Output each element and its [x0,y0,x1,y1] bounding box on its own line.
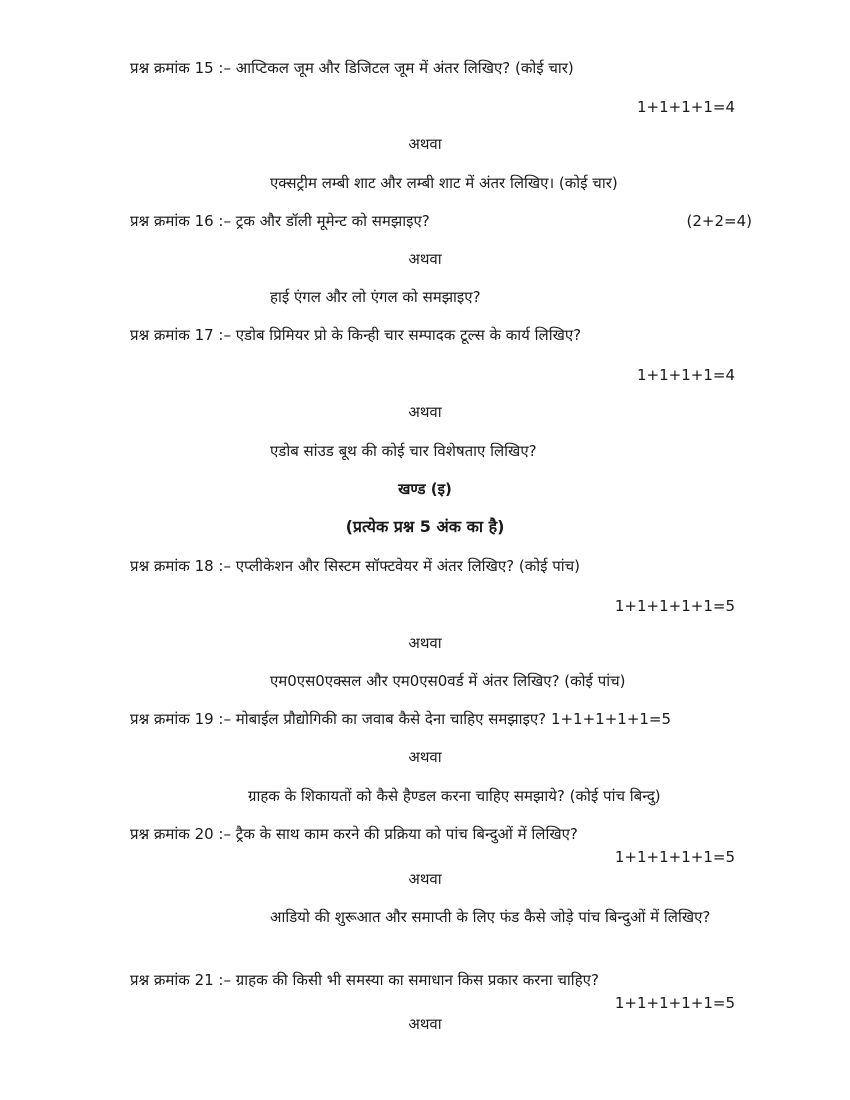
question-text: एडोब प्रिमियर प्रो के किन्ही चार सम्पादक टूल्स के कार्य लिखिए? [235,326,582,344]
question-text: ट्रैक के साथ काम करने की प्रक्रिया को पांच बिन्दुओं में लिखिए? [235,825,578,843]
alternative-question: एम0एस0एक्सल और एम0एस0वर्ड में अंतर लिखिए? (कोई पांच) [270,672,626,690]
question-15 [130,57,574,79]
question-label: प्रश्न क्रमांक 16 :– [130,212,231,230]
question-text: एप्लीकेशन और सिस्टम सॉफ्टवेयर में अंतर लिखिए? (कोई पांच) [235,557,581,575]
question-label: प्रश्न क्रमांक 15 :– [130,59,231,77]
section-title: खण्ड (इ) [398,480,452,498]
alternative-question: हाई एंगल और लो एंगल को समझाइए? [270,288,481,306]
or-separator: अथवा [408,1015,442,1033]
marks: 1+1+1+1=4 [637,366,735,384]
question-label: प्रश्न क्रमांक 18 :– [130,557,231,575]
or-separator: अथवा [408,748,442,766]
or-separator: अथवा [408,250,442,268]
marks: 1+1+1+1+1=5 [550,710,672,728]
marks: 1+1+1+1=4 [637,98,735,116]
question-label: प्रश्न क्रमांक 19 :– [130,710,231,728]
marks: (2+2=4) [686,212,752,230]
question-label: प्रश्न क्रमांक 17 :– [130,326,231,344]
question-18 [130,555,580,577]
marks: 1+1+1+1+1=5 [614,848,735,866]
question-16 [130,210,430,232]
alternative-question: एडोब सांउड बूथ की कोई चार विशेषताए लिखिए? [270,442,537,460]
question-label: प्रश्न क्रमांक 20 :– [130,825,231,843]
marks: 1+1+1+1+1=5 [614,994,735,1012]
question-text: ट्रक और डॉली मूमेन्ट को समझाइए? [235,212,430,230]
question-19 [130,708,671,730]
question-17 [130,324,581,346]
question-20 [130,823,578,845]
question-21 [130,969,599,991]
question-text: ग्राहक की किसी भी समस्या का समाधान किस प्रकार करना चाहिए? [235,971,599,989]
alternative-question: आडियो की शुरूआत और समाप्ती के लिए फंड कैसे जोड़े पांच बिन्दुओं में लिखिए? [270,908,711,926]
or-separator: अथवा [408,634,442,652]
or-separator: अथवा [408,135,442,153]
section-subtitle: (प्रत्येक प्रश्न 5 अंक का है) [345,517,505,536]
or-separator: अथवा [408,403,442,421]
question-text: मोबाईल प्रौद्योगिकी का जवाब कैसे देना चाहिए समझाइए? [235,710,547,728]
alternative-question: ग्राहक के शिकायतों को कैसे हैण्डल करना चाहिए समझाये? (कोई पांच बिन्दु) [248,787,661,805]
question-text: आप्टिकल जूम और डिजिटल जूम में अंतर लिखिए? (कोई चार) [235,59,574,77]
question-label: प्रश्न क्रमांक 21 :– [130,971,231,989]
or-separator: अथवा [408,870,442,888]
marks: 1+1+1+1+1=5 [614,597,735,615]
alternative-question: एक्सट्रीम लम्बी शाट और लम्बी शाट में अंतर लिखिए। (कोई चार) [270,174,618,192]
